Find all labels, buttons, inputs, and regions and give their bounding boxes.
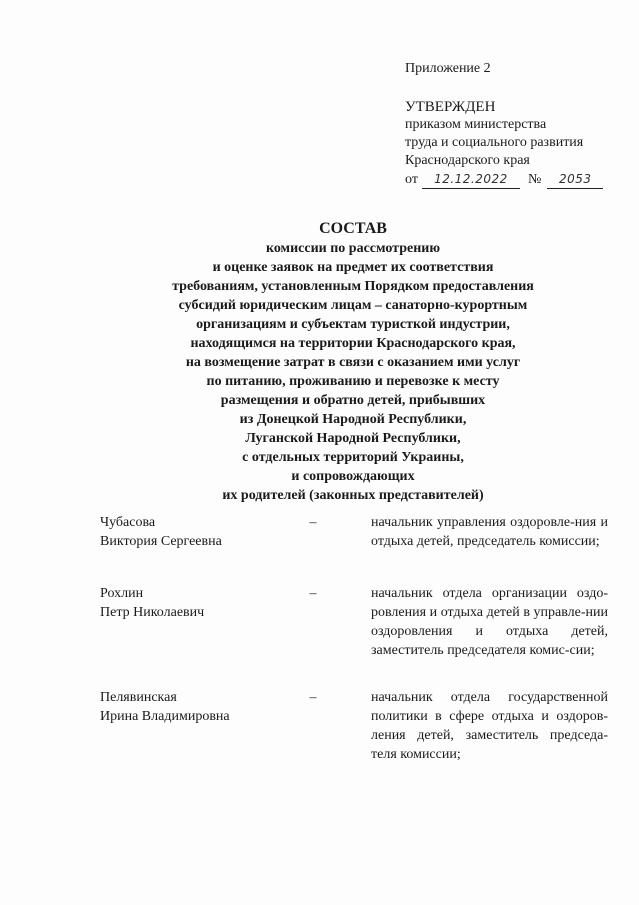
title-line: комиссии по рассмотрению bbox=[265, 241, 441, 256]
title-line: требованиям, установленным Порядком предоставления bbox=[172, 279, 534, 294]
document-title: СОСТАВ bbox=[319, 220, 387, 237]
member-given-name: Ирина Владимировна bbox=[100, 709, 230, 724]
date-prefix: от bbox=[405, 172, 418, 187]
member-surname: Рохлин bbox=[100, 586, 144, 601]
member-name bbox=[100, 513, 280, 551]
member-dash: – bbox=[309, 515, 317, 530]
title-line: Луганской Народной Республики, bbox=[245, 431, 461, 446]
title-line: по питанию, проживанию и перевозке к месту bbox=[206, 374, 500, 389]
title-line: находящимся на территории Краснодарского края, bbox=[190, 336, 516, 351]
handwritten-number: 2053 bbox=[547, 170, 603, 189]
title-line: их родителей (законных представителей) bbox=[222, 488, 484, 503]
approval-line: Краснодарского края bbox=[405, 153, 530, 168]
member-name bbox=[100, 584, 280, 622]
member-surname: Пелявинская bbox=[100, 690, 177, 705]
date-number-line bbox=[405, 170, 625, 189]
approved-heading: УТВЕРЖДЕН bbox=[405, 99, 496, 115]
title-line: организациям и субъектам туристкой индустрии, bbox=[196, 317, 510, 332]
member-role: начальник отдела государственной политики в сфере отдыха и оздоров-ления детей, заместитель председа-теля комиссии; bbox=[371, 690, 608, 762]
member-role: начальник управления оздоровле-ния и отдыха детей, председатель комиссии; bbox=[371, 515, 608, 549]
member-given-name: Петр Николаевич bbox=[100, 605, 205, 620]
title-line: и оценке заявок на предмет их соответствия bbox=[212, 260, 494, 275]
appendix-label: Приложение 2 bbox=[405, 61, 491, 76]
title-line: субсидий юридическим лицам – санаторно-курортным bbox=[178, 298, 528, 313]
handwritten-date: 12.12.2022 bbox=[422, 170, 520, 189]
title-line: из Донецкой Народной Республики, bbox=[239, 412, 467, 427]
member-name bbox=[100, 688, 280, 726]
approval-line: приказом министерства bbox=[405, 117, 547, 132]
member-dash: – bbox=[309, 586, 317, 601]
title-line: размещения и обратно детей, прибывших bbox=[220, 393, 486, 408]
number-prefix: № bbox=[527, 172, 542, 187]
member-dash: – bbox=[309, 690, 317, 705]
member-given-name: Виктория Сергеевна bbox=[100, 534, 222, 549]
approval-line: труда и социального развития bbox=[405, 135, 584, 150]
approval-stamp bbox=[405, 60, 625, 189]
title-line: на возмещение затрат в связи с оказанием ими услуг bbox=[185, 355, 521, 370]
title-line: и сопровождающих bbox=[291, 469, 415, 484]
document-title-block bbox=[100, 218, 606, 505]
member-surname: Чубасова bbox=[100, 515, 156, 530]
title-line: с отдельных территорий Украины, bbox=[242, 450, 464, 465]
member-role: начальник отдела организации оздо-ровления и отдыха детей в управле-нии оздоровления и отдыха детей, заместитель председателя комис-сии; bbox=[371, 586, 608, 658]
